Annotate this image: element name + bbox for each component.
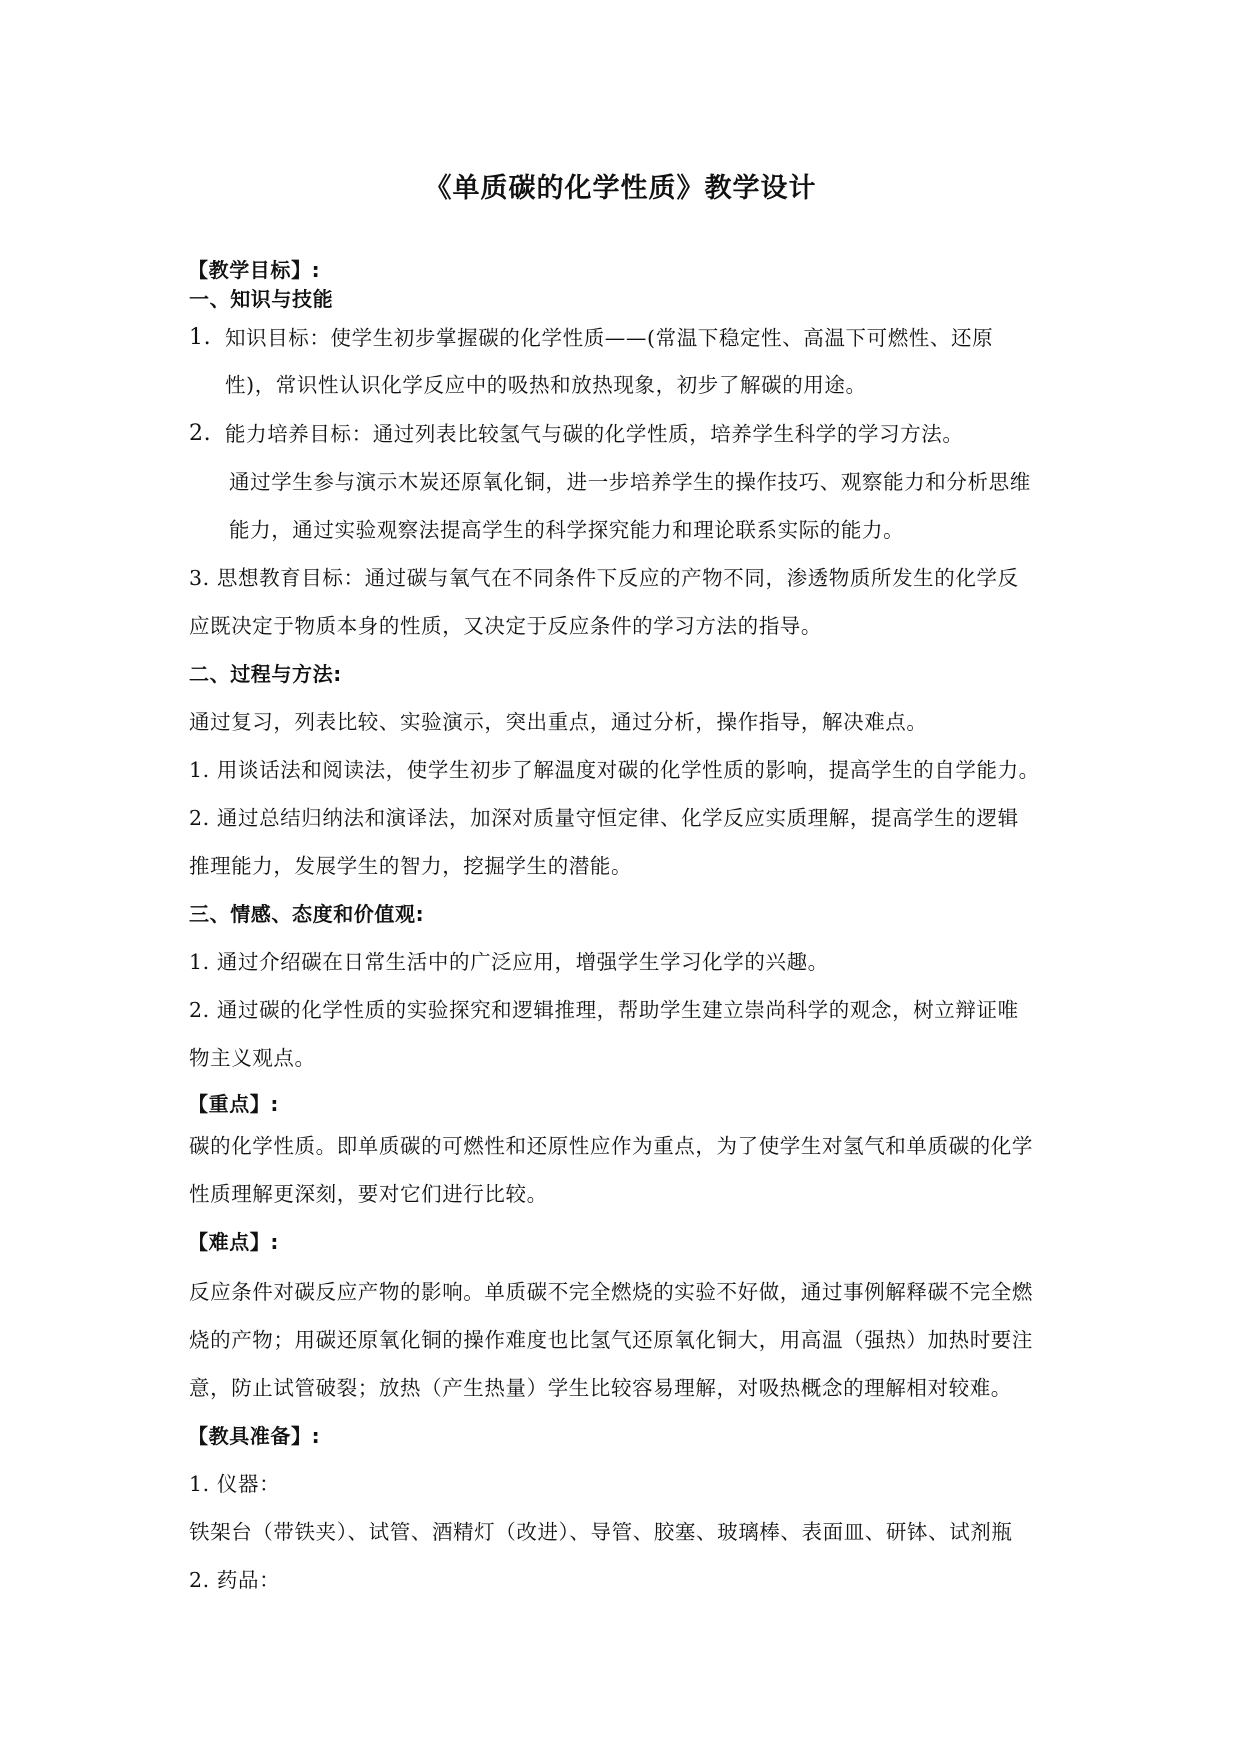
- paragraph-line: 意，防止试管破裂；放热（产生热量）学生比较容易理解，对吸热概念的理解相对较难。: [189, 1376, 1012, 1400]
- paragraph-line: 烧的产物；用碳还原氧化铜的操作难度也比氢气还原氧化铜大，用高温（强热）加热时要注: [189, 1328, 1033, 1352]
- paragraph-line: 3. 思想教育目标：通过碳与氧气在不同条件下反应的产物不同，渗透物质所发生的化学反: [189, 566, 1019, 590]
- attitude-values-heading: 三、情感、态度和价值观:: [189, 902, 425, 926]
- difficulties-heading: 【难点】:: [188, 1230, 279, 1254]
- item-number: 2.: [189, 421, 212, 446]
- paragraph-line: 性)，常识性认识化学反应中的吸热和放热现象，初步了解碳的用途。: [225, 373, 867, 397]
- paragraph-line: 应既决定于物质本身的性质，又决定于反应条件的学习方法的指导。: [189, 614, 822, 638]
- paragraph-line: 能力培养目标：通过列表比较氢气与碳的化学性质，培养学生科学的学习方法。: [225, 422, 964, 446]
- document-title: 《单质碳的化学性质》教学设计: [424, 173, 817, 204]
- paragraph-line: 性质理解更深刻，要对它们进行比较。: [189, 1182, 548, 1206]
- knowledge-skills-heading: 一、知识与技能: [189, 287, 334, 311]
- item-number: 1.: [189, 325, 212, 350]
- paragraph-line: 2. 药品：: [189, 1568, 281, 1592]
- paragraph-line: 通过复习，列表比较、实验演示，突出重点，通过分析，操作指导，解决难点。: [189, 710, 928, 734]
- paragraph-line: 推理能力，发展学生的智力，挖掘学生的潜能。: [189, 854, 633, 878]
- paragraph-line: 1. 通过介绍碳在日常生活中的广泛应用，增强学生学习化学的兴趣。: [189, 950, 829, 974]
- paragraph-line: 反应条件对碳反应产物的影响。单质碳不完全燃烧的实验不好做，通过事例解释碳不完全燃: [189, 1280, 1033, 1304]
- paragraph-line: 铁架台（带铁夹）、试管、酒精灯（改进）、导管、胶塞、玻璃棒、表面皿、研钵、试剂瓶: [189, 1520, 1013, 1544]
- paragraph-line: 2. 通过总结归纳法和演译法，加深对质量守恒定律、化学反应实质理解，提高学生的逻辑: [189, 806, 1019, 830]
- paragraph-line: 能力，通过实验观察法提高学生的科学探究能力和理论联系实际的能力。: [229, 518, 905, 542]
- process-methods-heading: 二、过程与方法:: [189, 662, 342, 686]
- paragraph-line: 2. 通过碳的化学性质的实验探究和逻辑推理，帮助学生建立崇尚科学的观念，树立辩证唯: [189, 998, 1019, 1022]
- key-points-heading: 【重点】:: [188, 1092, 279, 1116]
- paragraph-line: 物主义观点。: [189, 1046, 316, 1070]
- paragraph-line: 知识目标：使学生初步掌握碳的化学性质——(常温下稳定性、高温下可燃性、还原: [225, 326, 994, 350]
- objectives-heading: 【教学目标】:: [188, 258, 321, 282]
- paragraph-line: 1. 仪器：: [189, 1472, 281, 1496]
- equipment-heading: 【教具准备】:: [188, 1424, 321, 1448]
- paragraph-line: 1. 用谈话法和阅读法，使学生初步了解温度对碳的化学性质的影响，提高学生的自学能力。: [189, 758, 1040, 782]
- paragraph-line: 碳的化学性质。即单质碳的可燃性和还原性应作为重点，为了使学生对氢气和单质碳的化学: [189, 1134, 1033, 1158]
- paragraph-line: 通过学生参与演示木炭还原氧化铜，进一步培养学生的操作技巧、观察能力和分析思维: [229, 470, 1031, 494]
